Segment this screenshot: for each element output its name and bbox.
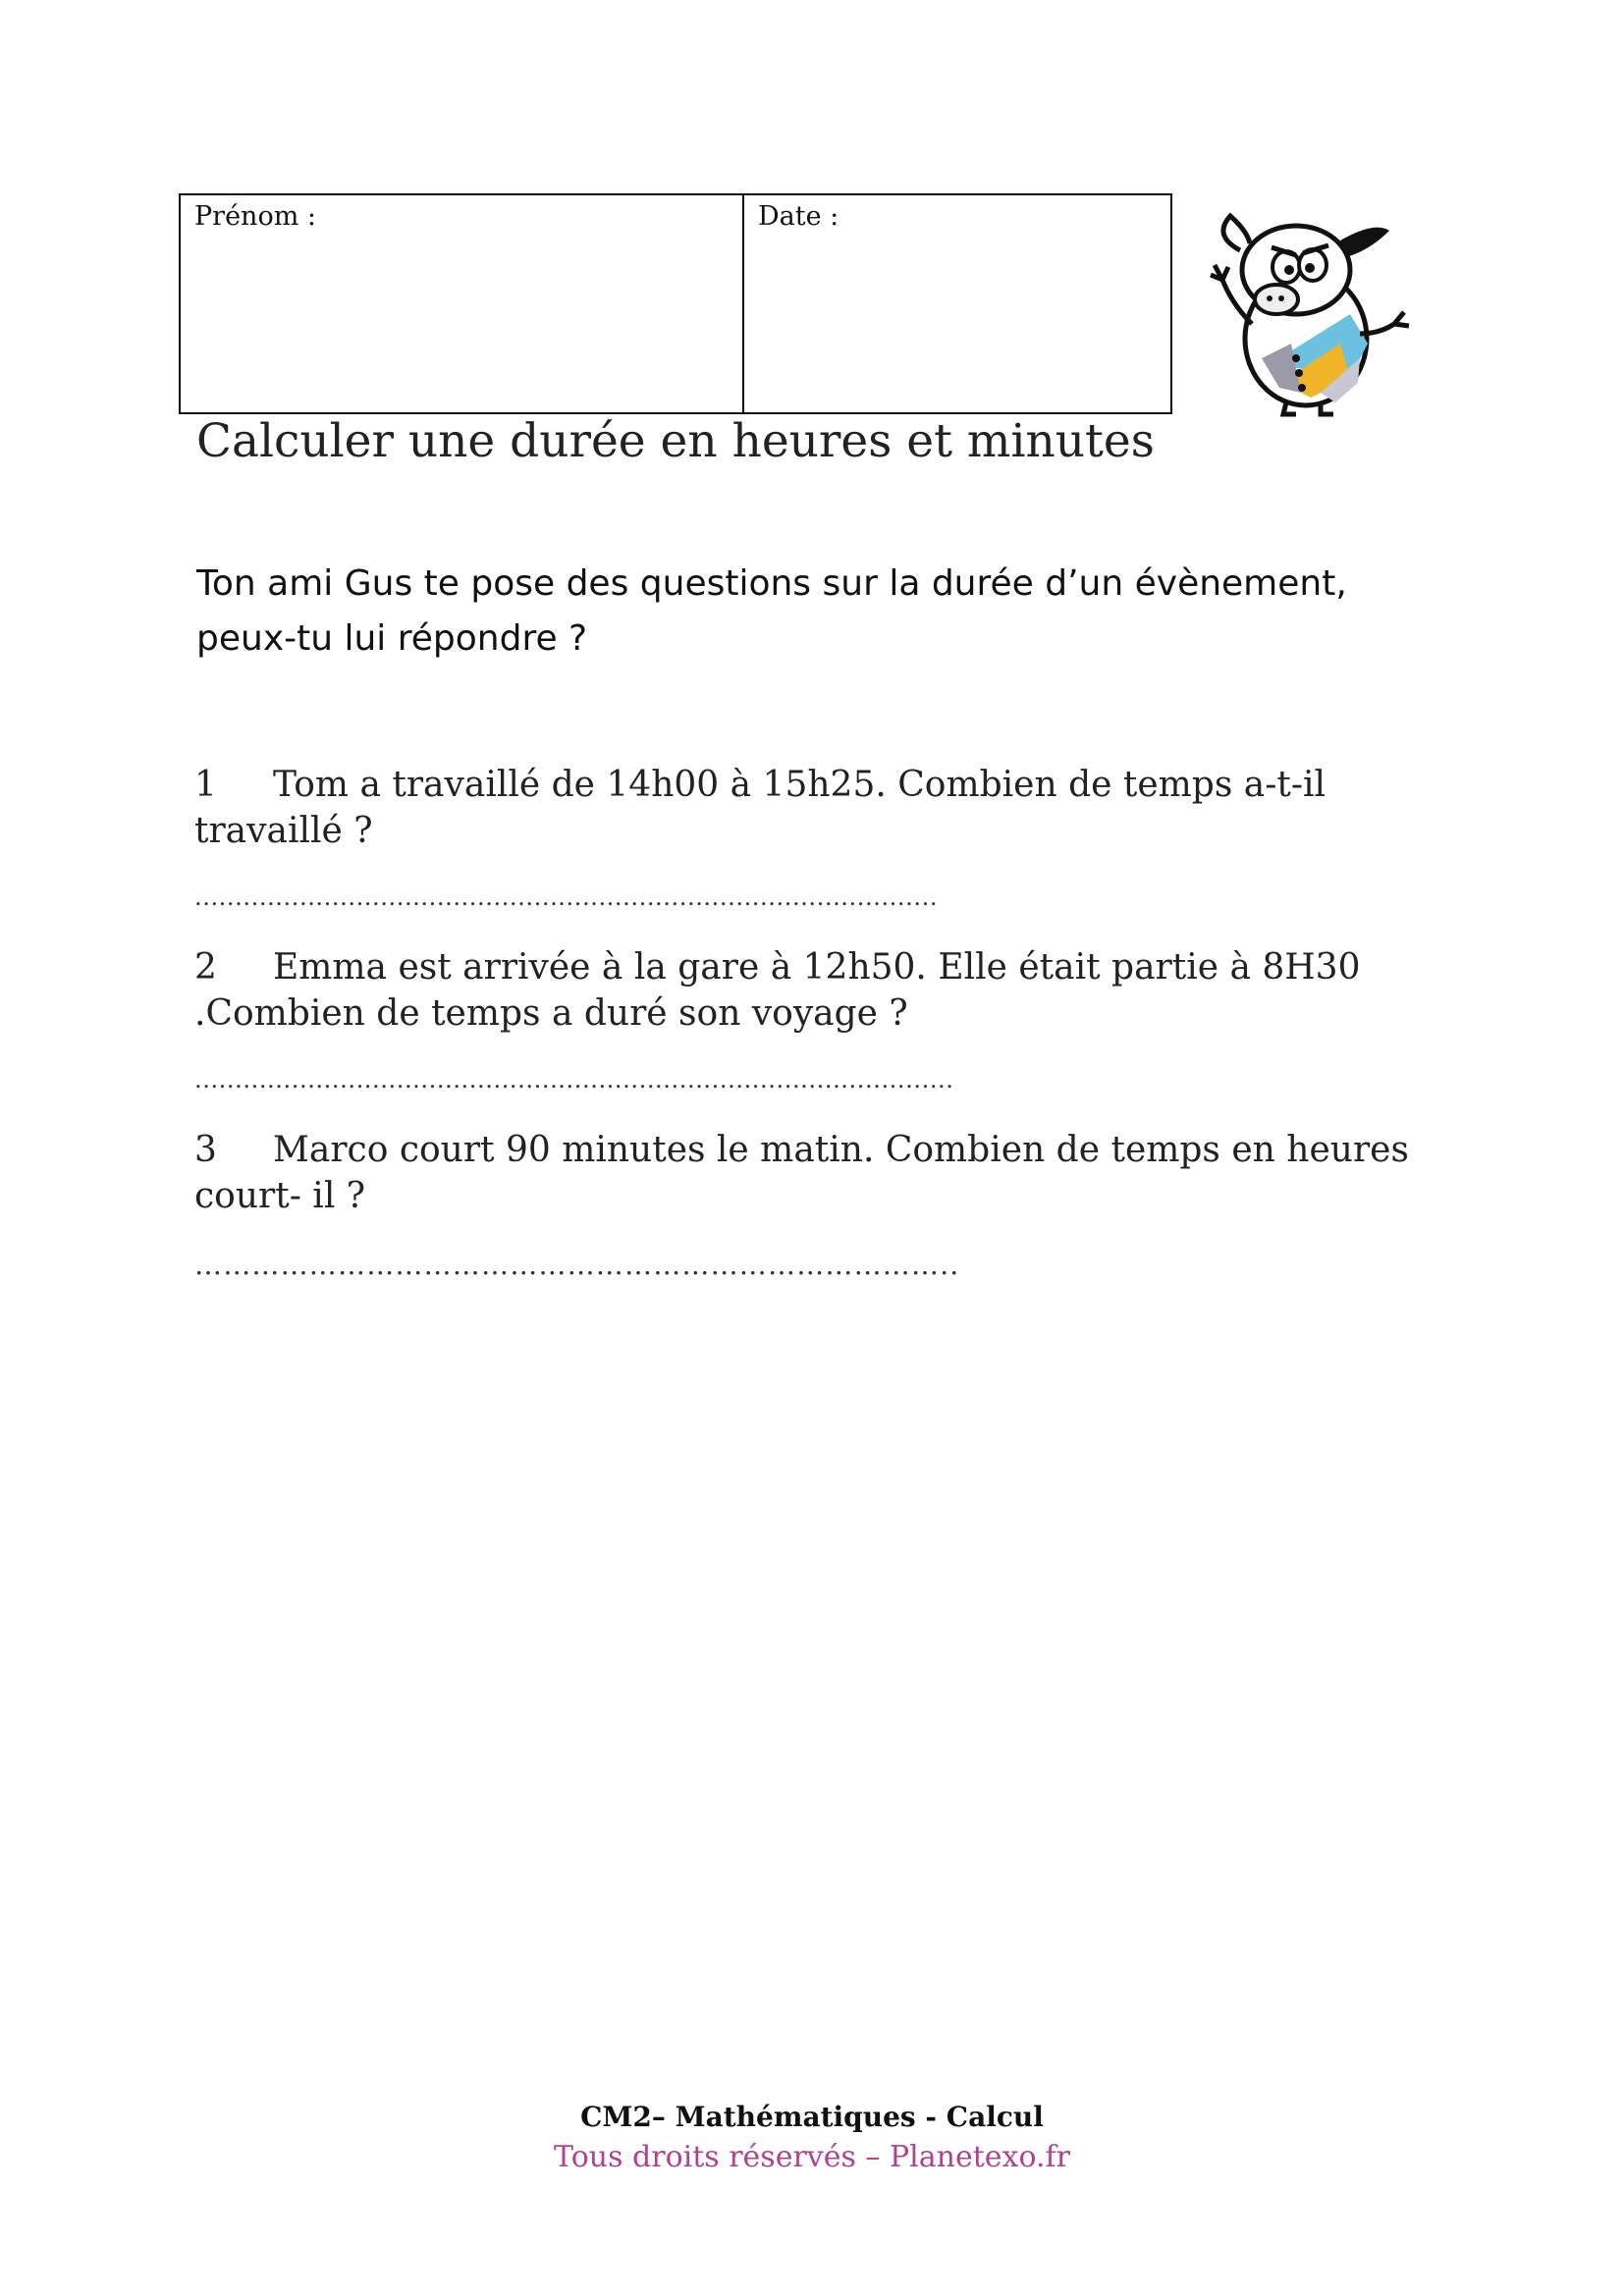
footer-subject: CM2– Mathématiques - Calcul	[580, 2101, 1044, 2133]
question-number: 3	[194, 1130, 217, 1170]
student-info-table	[179, 193, 1172, 414]
answer-line-2[interactable]: ..............................................................................................	[194, 1066, 954, 1094]
first-name-field[interactable]	[181, 195, 744, 412]
question-2	[194, 944, 1451, 1037]
intro-text: Ton ami Gus te pose des questions sur la durée d’un évènement, peux-tu lui répondre ?	[196, 563, 1347, 659]
date-field[interactable]	[744, 195, 1170, 412]
answer-line-3[interactable]: ……………………………………………………………………..	[194, 1249, 960, 1281]
question-3	[194, 1127, 1451, 1219]
question-text: Marco court 90 minutes le matin. Combien de temps en heures court- il ?	[194, 1130, 1409, 1216]
footer-copyright-link[interactable]: Tous droits réservés – Planetexo.fr	[554, 2140, 1070, 2174]
question-number: 1	[194, 765, 217, 805]
date-label: Date :	[758, 201, 839, 232]
question-text: Tom a travaillé de 14h00 à 15h25. Combien de temps a-t-il travaillé ?	[194, 765, 1326, 851]
sheep-mascot-icon	[1203, 196, 1414, 417]
question-text: Emma est arrivée à la gare à 12h50. Elle était partie à 8H30 .Combien de temps a duré son voyage ?	[194, 947, 1361, 1034]
answer-line-1[interactable]: ............................................................................................	[194, 883, 939, 911]
question-number: 2	[194, 947, 217, 988]
page-title: Calculer une durée en heures et minutes	[196, 414, 1155, 468]
first-name-label: Prénom :	[194, 201, 316, 232]
question-1	[194, 762, 1451, 854]
